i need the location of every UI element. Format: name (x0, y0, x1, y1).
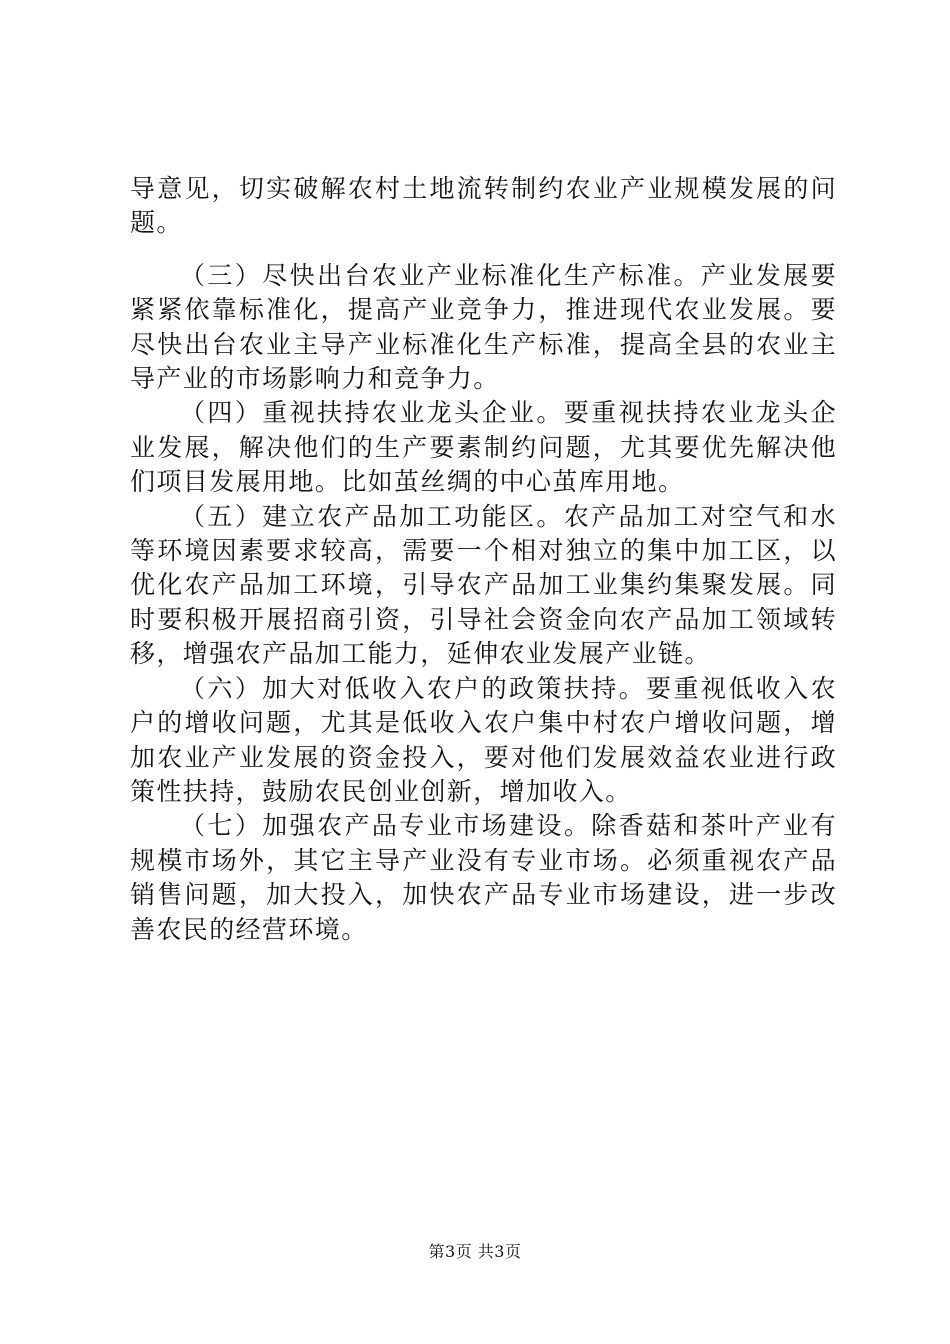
document-body (130, 172, 837, 947)
paragraph-continuation: 导意见，切实破解农村土地流转制约农业产业规模发展的问题。 (130, 174, 837, 238)
paragraph-section-4: （四）重视扶持农业龙头企业。要重视扶持农业龙头企业发展，解决他们的生产要素制约问题，尤其要优先解决他们项目发展用地。比如茧丝绸的中心茧库用地。 (130, 398, 837, 497)
page-number-footer: 第3页 共3页 (428, 1242, 522, 1261)
paragraph-section-5: （五）建立农产品加工功能区。农产品加工对空气和水等环境因素要求较高，需要一个相对独立的集中加工区，以优化农产品加工环境，引导农产品加工业集约集聚发展。同时要积极开展招商引资，引导社会资金向农产品加工领域转移，增强农产品加工能力，延伸农业发展产业链。 (130, 501, 837, 669)
paragraph-section-6: （六）加大对低收入农户的政策扶持。要重视低收入农户的增收问题，尤其是低收入农户集中村农户增收问题，增加农业产业发展的资金投入，要对他们发展效益农业进行政策性扶持，鼓励农民创业创新，增加收入。 (130, 673, 837, 806)
paragraph-section-7: （七）加强农产品专业市场建设。除香菇和茶叶产业有规模市场外，其它主导产业没有专业市场。必须重视农产品销售问题，加大投入，加快农产品专业市场建设，进一步改善农民的经营环境。 (130, 811, 837, 944)
paragraph-section-3: （三）尽快出台农业产业标准化生产标准。产业发展要紧紧依靠标准化，提高产业竞争力，推进现代农业发展。要尽快出台农业主导产业标准化生产标准，提高全县的农业主导产业的市场影响力和竞争力。 (130, 260, 837, 394)
